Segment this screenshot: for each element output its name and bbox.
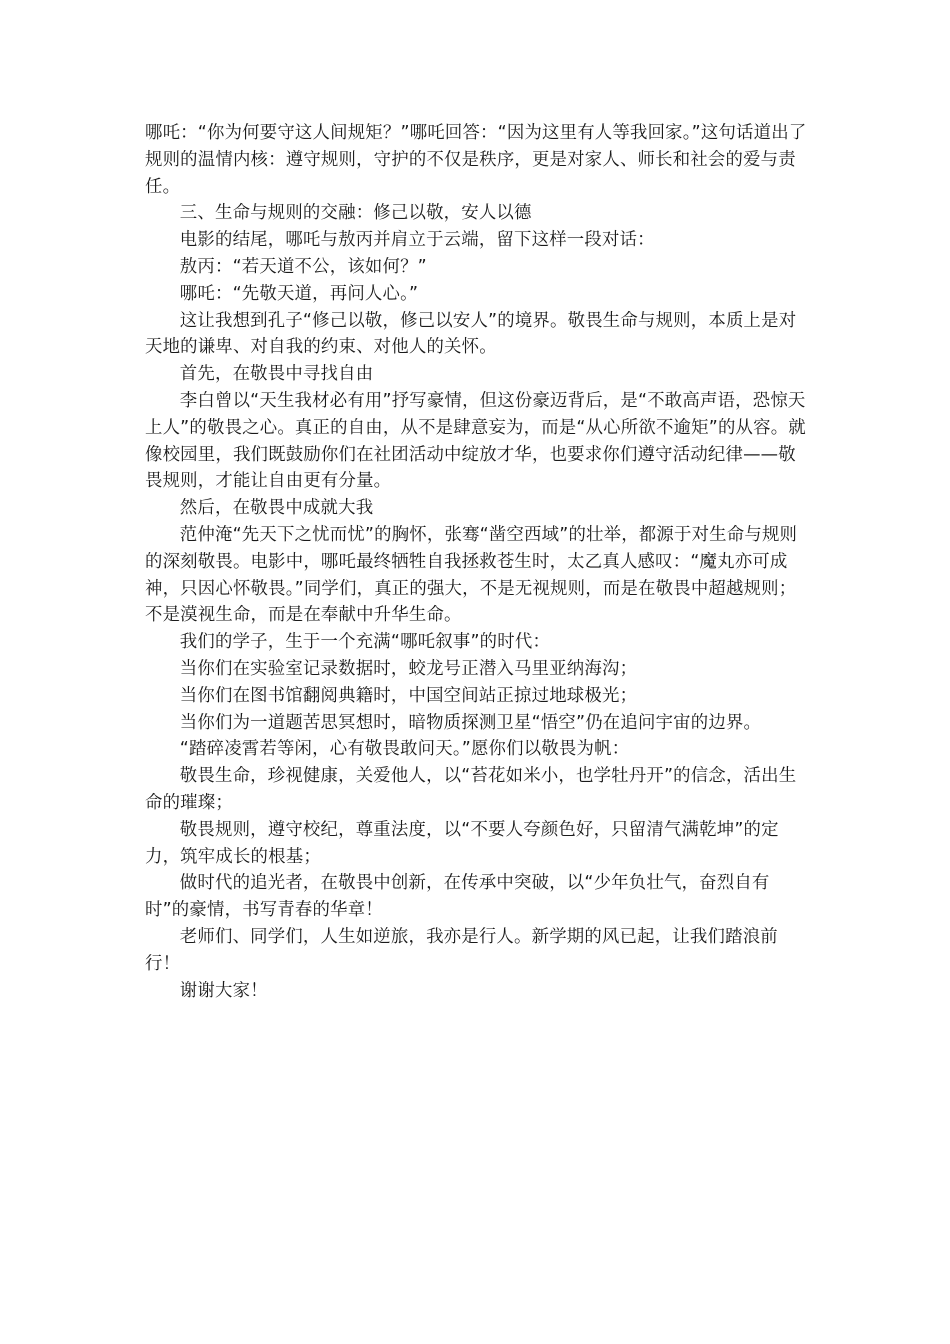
dialogue-aobing: 敖丙：“若天道不公，该如何？” bbox=[179, 256, 427, 277]
paragraph-wukong-satellite: 当你们为一道题苦思冥想时，暗物质探测卫星“悟空”仍在追问宇宙的边界。 bbox=[179, 712, 762, 733]
paragraph-revere-life: 敬畏生命，珍视健康，关爱他人，以“苔花如米小，也学牡丹开”的信念，活出生命的璀璨； bbox=[145, 766, 797, 813]
paragraph-light-chaser: 做时代的追光者，在敬畏中创新，在传承中突破，以“少年负壮气，奋烈自有时”的豪情，书写青春的华章！ bbox=[145, 873, 770, 921]
paragraph-confucius: 这让我想到孔子“修己以敬，修己以安人”的境界。敬畏生命与规则，本质上是对天地的谦卑、对自我的约束、对他人的关怀。 bbox=[145, 310, 797, 358]
subheading-freedom: 首先，在敬畏中寻找自由 bbox=[179, 364, 374, 385]
paragraph-revere-rules: 敬畏规则，遵守校纪，尊重法度，以“不要人夸颜色好，只留清气满乾坤”的定力，筑牢成长的根基； bbox=[145, 819, 779, 867]
paragraph-students-era: 我们的学子，生于一个充满“哪吒叙事”的时代： bbox=[179, 632, 551, 653]
dialogue-nezha: 哪吒：“先敬天道，再问人心。” bbox=[179, 283, 419, 304]
speech-text-body bbox=[145, 120, 807, 1004]
section-heading-3: 三、生命与规则的交融：修己以敬，安人以德 bbox=[179, 203, 532, 224]
paragraph-nezha-answer: 哪吒：“你为何要守这人间规矩？”哪吒回答：“因为这里有人等我回家。”这句话道出了规则的温情内核：遵守规则，守护的不仅是秩序，更是对家人、师长和社会的爱与责任。 bbox=[145, 123, 807, 197]
paragraph-fan-zhongyan: 范仲淹“先天下之忧而忧”的胸怀，张骞“凿空西域”的壮举，都源于对生命与规则的深刻敬畏。电影中，哪吒最终牺牲自我拯救苍生时，太乙真人感叹：“魔丸亦可成神，只因心怀敬畏。”同学们，真正的强大，不是无视规则，而是在敬畏中超越规则；不是漠视生命，而是在奉献中升华生命。 bbox=[145, 524, 798, 626]
paragraph-new-semester: 老师们、同学们，人生如逆旅，我亦是行人。新学期的风已起，让我们踏浪前行！ bbox=[145, 926, 778, 974]
paragraph-li-bai: 李白曾以“天生我材必有用”抒写豪情，但这份豪迈背后，是“不敢高声语，恐惊天上人”的敬畏之心。真正的自由，从不是肆意妄为，而是“从心所欲不逾矩”的从容。就像校园里，我们既鼓励你们在社团活动中绽放才华，也要求你们遵守活动纪律——敬畏规则，才能让自由更有分量。 bbox=[145, 390, 806, 492]
paragraph-library-station: 当你们在图书馆翻阅典籍时，中国空间站正掠过地球极光； bbox=[179, 685, 638, 706]
subheading-greater-self: 然后，在敬畏中成就大我 bbox=[179, 498, 374, 519]
paragraph-thanks: 谢谢大家！ bbox=[179, 980, 268, 1001]
paragraph-wish-sail: “踏碎凌霄若等闲，心有敬畏敢问天。”愿你们以敬畏为帆： bbox=[179, 739, 630, 760]
paragraph-lab-jiaolong: 当你们在实验室记录数据时，蛟龙号正潜入马里亚纳海沟； bbox=[179, 658, 638, 679]
paragraph-film-ending: 电影的结尾，哪吒与敖丙并肩立于云端，留下这样一段对话： bbox=[179, 230, 655, 251]
